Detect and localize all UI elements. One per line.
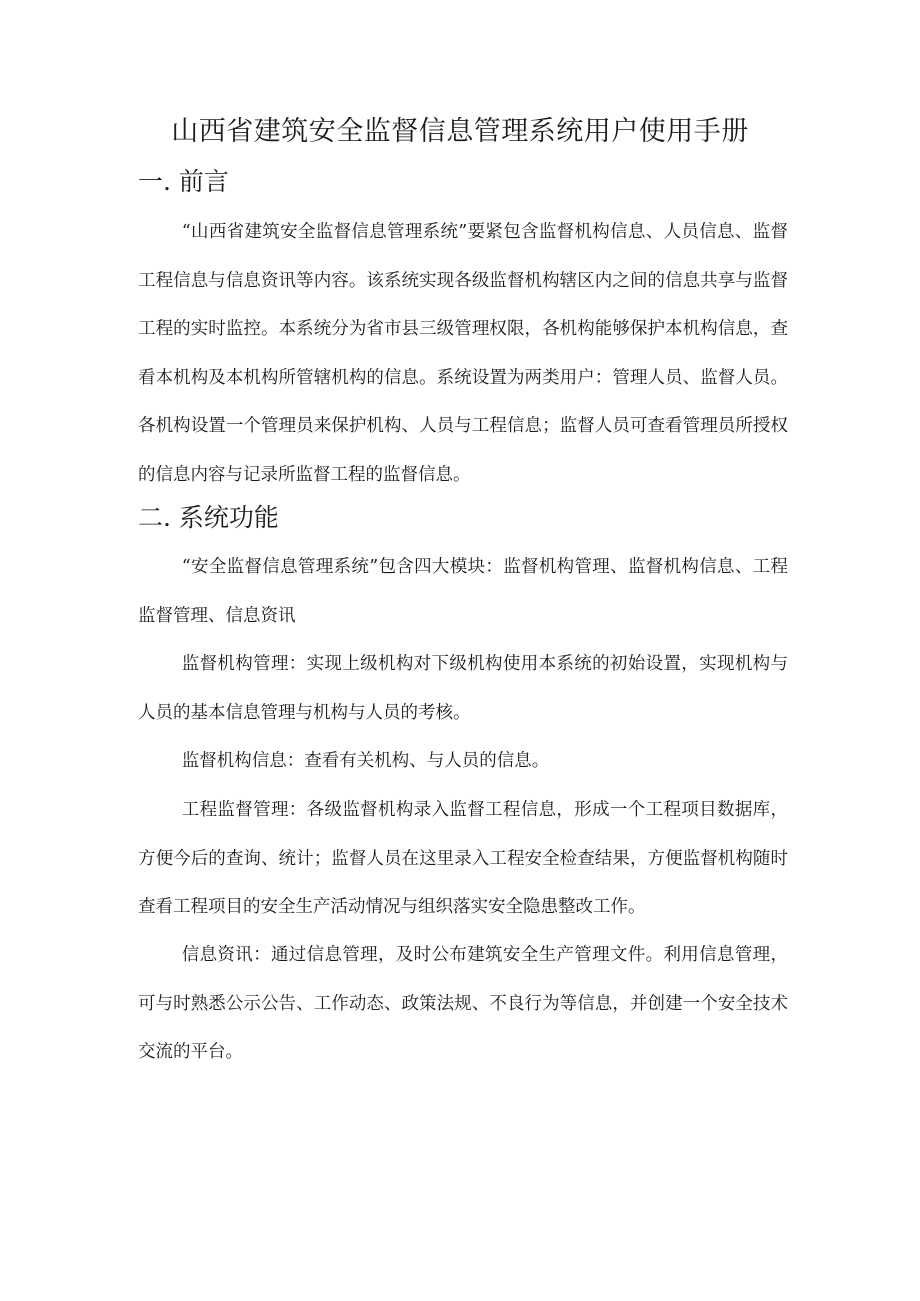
agency-info-paragraph: 监督机构信息：查看有关机构、与人员的信息。 <box>181 751 550 771</box>
section-heading-preface: 一. 前言 <box>138 167 229 196</box>
document-title: 山西省建筑安全监督信息管理系统用户使用手册 <box>171 116 749 147</box>
agency-management-paragraph: 监督机构管理：实现上级机构对下级机构使用本系统的初始设置，实现机构与人员的基本信息管理与机构与人员的考核。 <box>138 654 788 723</box>
preface-paragraph: “山西省建筑安全监督信息管理系统”要紧包含监督机构信息、人员信息、监督工程信息与信息资讯等内容。该系统实现各级监督机构辖区内之间的信息共享与监督工程的实时监控。本系统分为省市县三级管理权限，各机构能够保护本机构信息，查看本机构及本机构所管辖机构的信息。系统设置为两类用户：管理人员、监督人员。各机构设置一个管理员来保护机构、人员与工程信息；监督人员可查看管理员所授权的信息内容与记录所监督工程的监督信息。 <box>138 222 788 485</box>
project-supervision-paragraph: 工程监督管理：各级监督机构录入监督工程信息，形成一个工程项目数据库，方便今后的查询、统计；监督人员在这里录入工程安全检查结果，方便监督机构随时查看工程项目的安全生产活动情况与组织落实安全隐患整改工作。 <box>138 800 788 917</box>
information-news-paragraph: 信息资讯：通过信息管理，及时公布建筑安全生产管理文件。利用信息管理，可与时熟悉公示公告、工作动态、政策法规、不良行为等信息，并创建一个安全技术交流的平台。 <box>138 945 788 1062</box>
functions-overview-paragraph: “安全监督信息管理系统”包含四大模块：监督机构管理、监督机构信息、工程监督管理、信息资讯 <box>138 557 788 626</box>
section-heading-system-functions: 二. 系统功能 <box>138 503 279 532</box>
